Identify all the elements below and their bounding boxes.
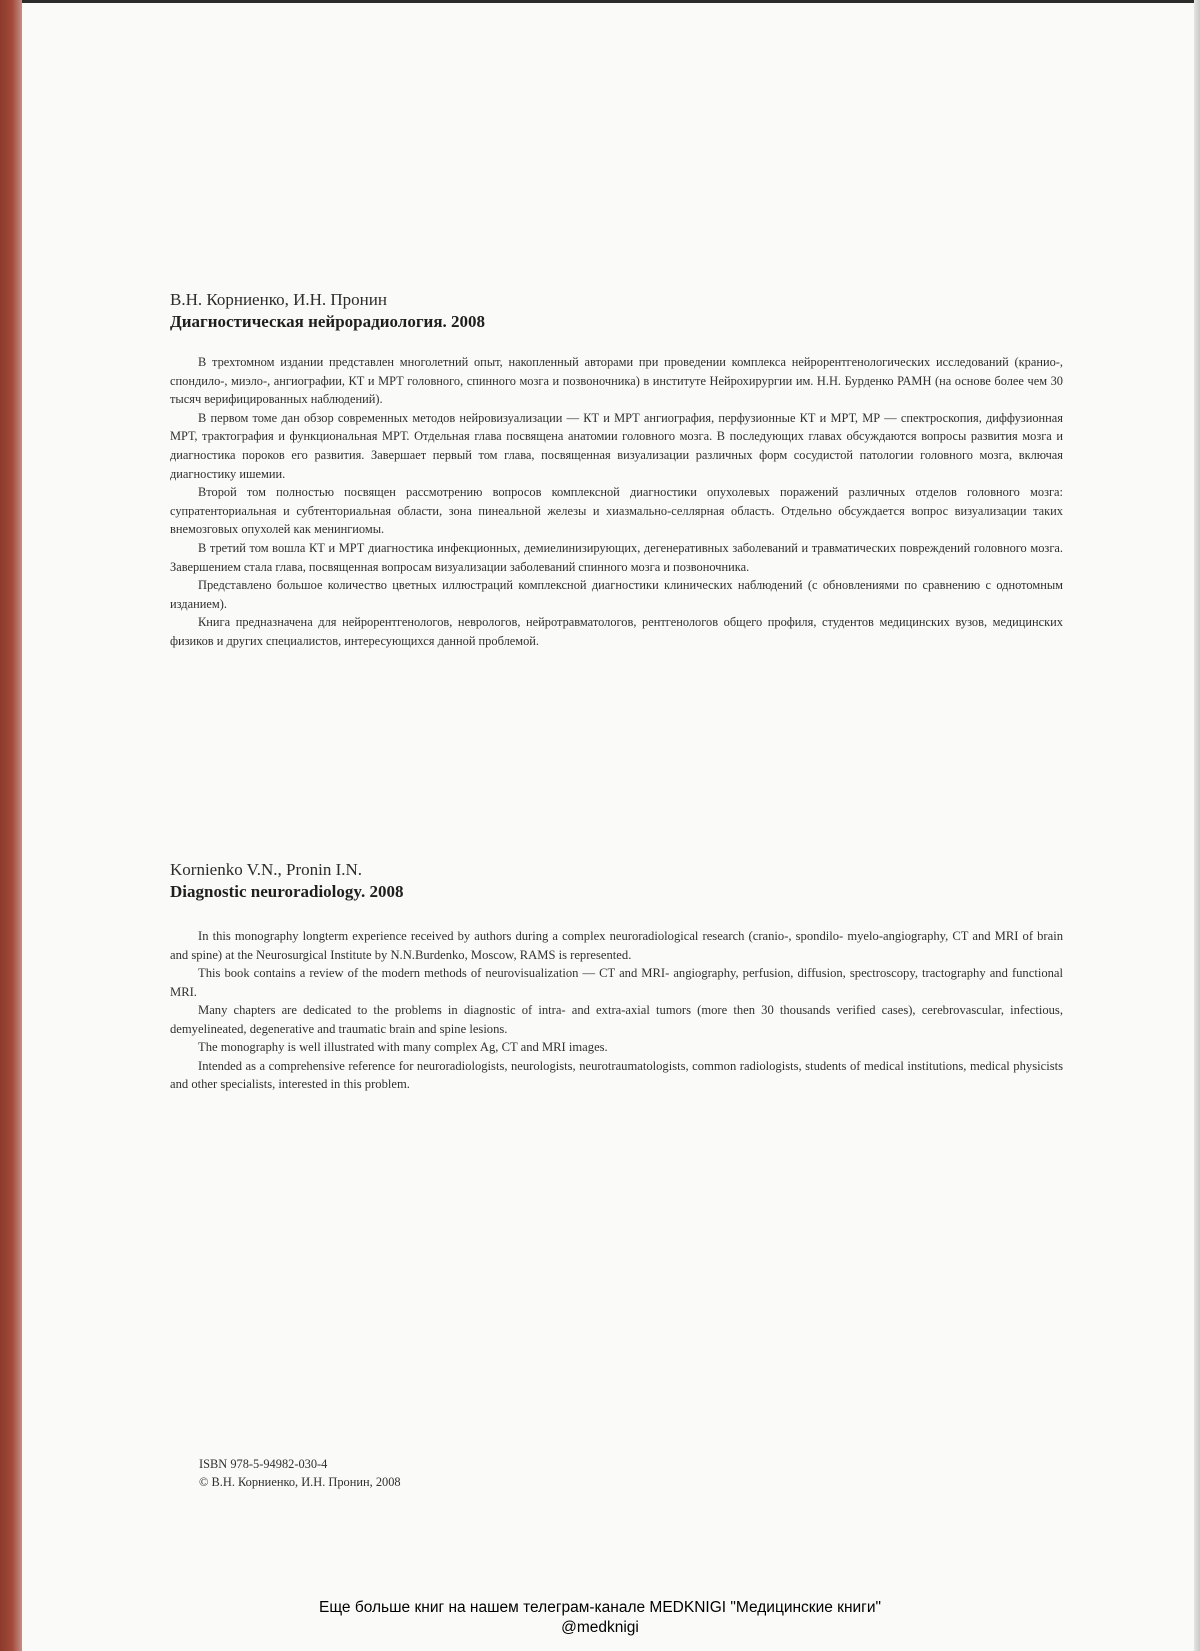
copyright-notice: © В.Н. Корниенко, И.Н. Пронин, 2008	[199, 1475, 401, 1489]
english-authors: Kornienko V.N., Pronin I.N.	[170, 860, 363, 879]
english-paragraph: Intended as a comprehensive reference for neuroradiologists, neurologists, neurotraumatologists, common radiologists, students of medical institutions, medical physicists and other specialists, interested in this problem.	[170, 1058, 1063, 1091]
english-abstract	[170, 859, 1063, 1094]
russian-paragraph: В третий том вошла КТ и МРТ диагностика инфекционных, демиелинизирующих, дегенеративных заболеваний и травматических повреждений головного мозга. Завершением стала глава, посвященная вопросам визуализации заболеваний спинного мозга и позвоночника.	[170, 540, 1063, 574]
russian-authors: В.Н. Корниенко, И.Н. Пронин	[170, 290, 387, 309]
english-abstract-body	[170, 927, 1063, 1094]
book-binding-edge	[0, 0, 22, 1651]
isbn-number: ISBN 978-5-94982-030-4	[199, 1457, 328, 1471]
english-paragraph: In this monography longterm experience received by authors during a complex neuroradiological research (cranio-, spondilo- myelo-angiography, CT and MRI of brain and spine) at the Neurosurgical Institute by N.N.Burdenko, Moscow, RAMS is represented.	[170, 929, 1063, 962]
telegram-note-line: Еще больше книг на нашем телеграм-канале MEDKNIGI "Медицинские книги"	[319, 1599, 881, 1616]
page-right-edge	[1194, 0, 1200, 1651]
russian-paragraph: В первом томе дан обзор современных методов нейровизуализации — КТ и МРТ ангиография, перфузионные КТ и МРТ, МР — спектроскопия, диффузионная МРТ, трактография и функциональная МРТ. Отдельная глава посвящена анатомии головного мозга. В последующих главах обсуждаются вопросы развития мозга и диагностика пороков его развития. Завершает первый том глава, посвященная визуализации различных форм сосудистой патологии головного мозга, включая диагностику ишемии.	[170, 410, 1063, 481]
russian-title: Диагностическая нейрорадиология. 2008	[170, 312, 486, 331]
book-page	[22, 3, 1194, 1651]
english-title: Diagnostic neuroradiology. 2008	[170, 882, 404, 901]
telegram-handle: @medknigi	[561, 1619, 639, 1636]
russian-paragraph: В трехтомном издании представлен многолетний опыт, накопленный авторами при проведении комплекса нейрорентгенологических исследований (кранио-, спондило-, миэло-, ангиографии, КТ и МРТ головного, спинного мозга и позвоночника) в институте Нейрохирургии им. Н.Н. Бурденко РАМН (на основе более чем 30 тысяч верифицированных наблюдений).	[170, 355, 1063, 407]
russian-paragraph: Второй том полностью посвящен рассмотрению вопросов комплексной диагностики опухолевых поражений различных отделов головного мозга: супратенториальная и субтенториальная области, зона пинеальной железы и хиазмально-селлярная область. Отдельно обсуждается вопрос визуализации таких внемозговых опухолей как менингиомы.	[170, 485, 1063, 537]
english-paragraph: The monography is well illustrated with many complex Ag, CT and MRI images.	[198, 1040, 608, 1054]
russian-abstract-body	[170, 353, 1063, 651]
english-paragraph: This book contains a review of the modern methods of neurovisualization — CT and MRI- angiography, perfusion, diffusion, spectroscopy, tractography and functional MRI.	[170, 966, 1063, 999]
russian-paragraph: Книга предназначена для нейрорентгенологов, неврологов, нейротравматологов, рентгенологов общего профиля, студентов медицинских вузов, медицинских физиков и других специалистов, интересующихся данной проблемой.	[170, 615, 1063, 648]
imprint-block	[199, 1455, 401, 1491]
english-paragraph: Many chapters are dedicated to the problems in diagnostic of intra- and extra-axial tumors (more then 30 thousands verified cases), cerebrovascular, infectious, demyelineated, degenerative and traumatic brain and spine lesions.	[170, 1003, 1063, 1036]
russian-paragraph: Представлено большое количество цветных иллюстраций комплексной диагностики клинических наблюдений (с обновлениями по сравнению с однотомным изданием).	[170, 578, 1063, 611]
telegram-channel-note	[0, 1598, 1200, 1638]
russian-abstract	[170, 289, 1063, 651]
